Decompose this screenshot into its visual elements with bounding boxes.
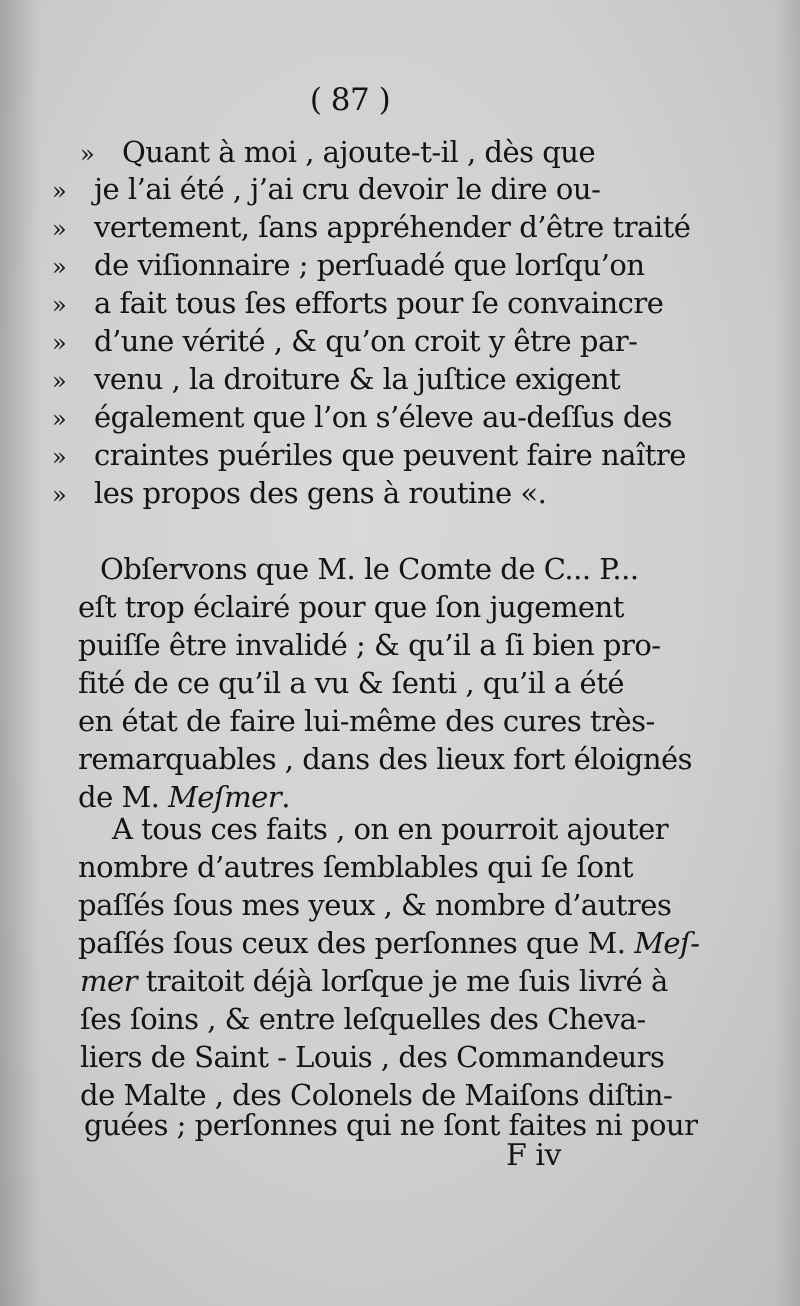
quote-mark: » (52, 367, 67, 395)
text-line: nombre d’autres ſemblables qui ſe ſont (78, 850, 633, 884)
text-line: liers de Saint - Louis , des Commandeurs (80, 1040, 665, 1074)
text-line: mer traitoit déjà lorſque je me ſuis livré à (80, 964, 668, 998)
quote-mark: » (52, 405, 67, 433)
name-mesmer: Meſmer (168, 780, 282, 814)
text-line: de Malte , des Colonels de Maiſons diſtin- (80, 1078, 673, 1112)
quote-mark: » (52, 215, 67, 243)
quote-mark: » (52, 443, 67, 471)
text-line: » également que l’on s’éleve au-deſſus des (52, 400, 672, 434)
signature-mark: F iv (506, 1138, 561, 1173)
text-line: » venu , la droiture & la juſtice exigent (52, 362, 621, 396)
text-line: de M. Meſmer. (78, 780, 290, 814)
name-mesmer: mer (80, 964, 138, 998)
quote-mark: » (52, 253, 67, 281)
name-mesmer: Meſ- (634, 926, 700, 960)
quote-mark: » (80, 140, 95, 168)
text-line: en état de faire lui-même des cures très- (78, 704, 655, 738)
text-line: remarquables , dans des lieux fort éloignés (78, 742, 693, 776)
text-line: » de viſionnaire ; perſuadé que lorſqu’on (52, 248, 645, 282)
text-line: Obſervons que M. le Comte de C... P... (100, 552, 639, 586)
quote-mark: » (52, 329, 67, 357)
text-line: fité de ce qu’il a vu & ſenti , qu’il a été (78, 666, 625, 700)
text-line: eſt trop éclairé pour que ſon jugement (78, 590, 624, 624)
quote-mark: » (52, 177, 67, 205)
text-line: paſſés ſous mes yeux , & nombre d’autres (78, 888, 672, 922)
text-line: » Quant à moi , ajoute-t-il , dès que (80, 135, 596, 169)
text-line: » les propos des gens à routine «. (52, 476, 547, 510)
quote-mark: » (52, 291, 67, 319)
text-line: » d’une vérité , & qu’on croit y être par- (52, 324, 638, 358)
text-line: » je l’ai été , j’ai cru devoir le dire ou- (52, 172, 601, 206)
text-line: ſes ſoins , & entre leſquelles des Cheva- (80, 1002, 646, 1036)
text-line: guées ; perſonnes qui ne ſont faites ni pour (84, 1108, 698, 1142)
quote-mark: » (52, 481, 67, 509)
text-line: paſſés ſous ceux des perſonnes que M. Meſ- (78, 926, 700, 960)
page-number: ( 87 ) (309, 82, 391, 118)
text-line: » a fait tous ſes efforts pour ſe convaincre (52, 286, 664, 320)
text-line: » vertement, ſans appréhender d’être traité (52, 210, 691, 244)
text-line: » craintes puériles que peuvent faire naître (52, 438, 686, 472)
text-line: puiſſe être invalidé ; & qu’il a ſi bien pro- (78, 628, 661, 662)
text-line: A tous ces faits , on en pourroit ajouter (112, 812, 669, 846)
